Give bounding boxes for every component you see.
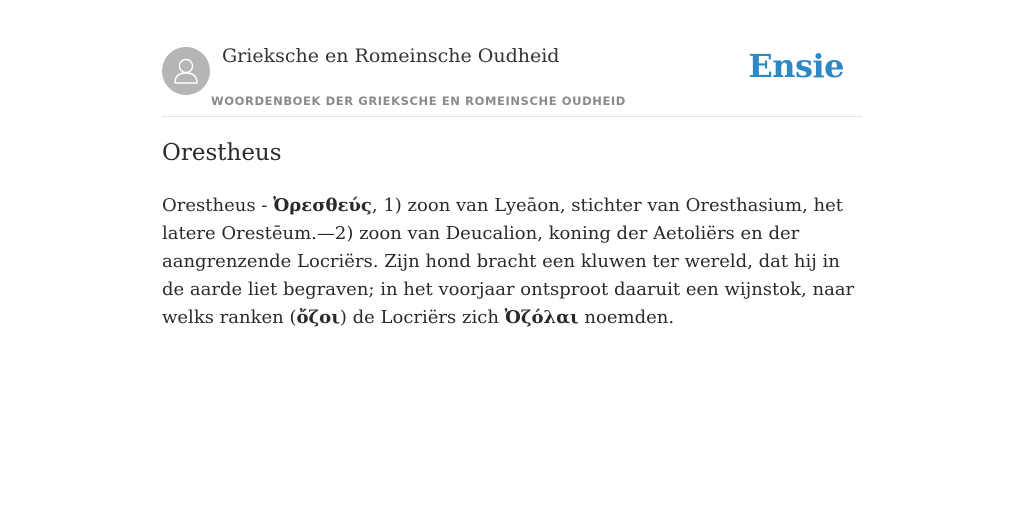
source-title[interactable]: Grieksche en Romeinsche Oudheid: [222, 45, 560, 67]
source-subtitle: WOORDENBOEK DER GRIEKSCHE EN ROMEINSCHE OUDHEID: [211, 94, 626, 108]
entry-title: Orestheus: [162, 140, 282, 166]
ensie-logo[interactable]: Ensie: [748, 47, 844, 85]
user-icon: [162, 47, 210, 95]
greek-term-2: ὄζοι: [296, 307, 340, 328]
entry-text-2: , 1) zoon van Lyeāon, stichter van Oresthasium, het latere Orestēum.—2) zoon van Deucalion, koning der Aetoliërs en der aangrenzende Locriërs. Zijn hond bracht een kluwen ter wereld, dat hij in de aarde liet begraven; in het voorjaar ontsproot daaruit een wijnstok, naar welks ranken (: [162, 195, 855, 328]
entry-text-1: Orestheus -: [162, 195, 274, 216]
avatar[interactable]: [162, 47, 210, 95]
entry-header: [162, 0, 862, 117]
entry-body: [162, 192, 862, 332]
greek-term-1: Ὀρεσθεύς: [273, 195, 372, 216]
greek-term-3: Ὀζόλαι: [504, 307, 579, 328]
entry-text-3: ) de Locriërs zich: [339, 307, 505, 328]
entry-text-4: noemden.: [578, 307, 675, 328]
page-container: [162, 0, 862, 328]
